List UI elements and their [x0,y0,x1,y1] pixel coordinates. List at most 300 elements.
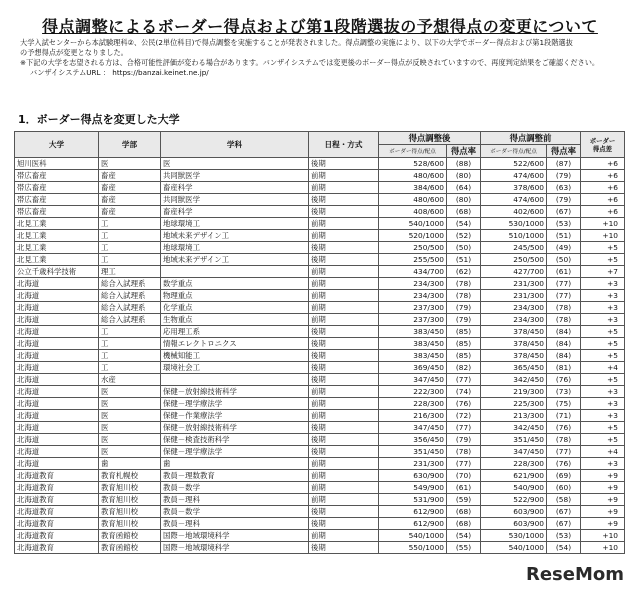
cell-dept: 保健－理学療法学 [161,446,309,458]
cell-faculty: 医 [99,398,161,410]
cell-dept: 畜産科学 [161,206,309,218]
cell-univ: 北海道 [15,374,99,386]
cell-univ: 北海道教育 [15,506,99,518]
cell-dept: 教員－理科 [161,518,309,530]
cell-dept: 保健－理学療法学 [161,398,309,410]
cell-after-rate: (68) [447,206,481,218]
cell-before-rate: (69) [547,470,581,482]
cell-univ: 北見工業 [15,218,99,230]
col-dept: 学科 [161,132,309,158]
cell-after-score: 383/450 [379,326,447,338]
cell-before-score: 225/300 [481,398,547,410]
cell-faculty: 総合入試理系 [99,290,161,302]
cell-before-rate: (84) [547,350,581,362]
cell-schedule: 後期 [309,338,379,350]
table-row [15,386,625,398]
col-diff-line1: ボーダー [589,136,616,145]
cell-diff: +10 [581,530,625,542]
cell-schedule: 後期 [309,242,379,254]
cell-schedule: 前期 [309,386,379,398]
cell-faculty: 工 [99,326,161,338]
cell-before-rate: (77) [547,278,581,290]
cell-faculty: 歯 [99,458,161,470]
cell-dept: 応用理工系 [161,326,309,338]
cell-faculty: 工 [99,230,161,242]
col-diff-line2: 得点差 [592,144,613,153]
cell-diff: +9 [581,494,625,506]
cell-univ: 北海道教育 [15,530,99,542]
cell-after-rate: (85) [447,338,481,350]
cell-faculty: 畜産 [99,170,161,182]
cell-before-rate: (75) [547,398,581,410]
cell-before-score: 603/900 [481,506,547,518]
cell-univ: 北海道教育 [15,518,99,530]
cell-after-score: 347/450 [379,422,447,434]
cell-faculty: 工 [99,338,161,350]
table-row [15,458,625,470]
cell-faculty: 総合入試理系 [99,278,161,290]
cell-after-score: 356/450 [379,434,447,446]
cell-univ: 北見工業 [15,254,99,266]
cell-after-score: 347/450 [379,374,447,386]
cell-univ: 北海道教育 [15,494,99,506]
cell-before-rate: (58) [547,494,581,506]
cell-before-score: 522/600 [481,158,547,170]
cell-diff: +10 [581,218,625,230]
cell-after-rate: (62) [447,266,481,278]
cell-before-rate: (67) [547,506,581,518]
cell-before-score: 530/1000 [481,530,547,542]
cell-before-score: 342/450 [481,422,547,434]
cell-after-rate: (50) [447,242,481,254]
cell-schedule: 後期 [309,422,379,434]
cell-after-rate: (82) [447,362,481,374]
col-faculty: 学部 [99,132,161,158]
cell-before-score: 540/1000 [481,542,547,554]
cell-dept: 地球環境工 [161,242,309,254]
table-row [15,494,625,506]
cell-diff: +3 [581,386,625,398]
cell-diff: +9 [581,506,625,518]
table-row [15,422,625,434]
cell-faculty: 医 [99,386,161,398]
cell-faculty: 総合入試理系 [99,314,161,326]
section-heading: 1．ボーダー得点を変更した大学 [18,113,180,126]
cell-univ: 北海道 [15,362,99,374]
cell-after-rate: (77) [447,422,481,434]
table-row [15,362,625,374]
cell-univ: 北海道 [15,446,99,458]
cell-after-score: 383/450 [379,350,447,362]
table-row [15,182,625,194]
cell-diff: +9 [581,518,625,530]
resemom-logo: ReseMom [525,564,624,585]
cell-after-rate: (78) [447,278,481,290]
table-row [15,266,625,278]
cell-after-rate: (78) [447,446,481,458]
cell-faculty: 医 [99,158,161,170]
cell-schedule: 後期 [309,362,379,374]
cell-after-score: 531/900 [379,494,447,506]
cell-univ: 北海道教育 [15,542,99,554]
cell-after-score: 234/300 [379,290,447,302]
cell-dept: 物理重点 [161,290,309,302]
cell-after-score: 550/1000 [379,542,447,554]
intro-note: ※下記の大学を志望される方は、合格可能性評価が変わる場合があります。バンザイシステムでは変更後のボーダー得点が反映されていますので、再度判定結果をご確認ください。 [20,58,600,67]
cell-before-score: 231/300 [481,278,547,290]
cell-before-score: 342/450 [481,374,547,386]
cell-faculty: 教育旭川校 [99,494,161,506]
cell-dept: 保健－検査技術科学 [161,434,309,446]
cell-before-rate: (67) [547,206,581,218]
border-score-table [14,131,625,554]
cell-before-score: 474/600 [481,194,547,206]
cell-before-rate: (76) [547,422,581,434]
table-row [15,230,625,242]
table-row [15,314,625,326]
table-row [15,338,625,350]
cell-diff: +6 [581,206,625,218]
cell-before-score: 231/300 [481,290,547,302]
cell-before-rate: (77) [547,290,581,302]
cell-after-rate: (79) [447,314,481,326]
cell-dept: 情報エレクトロニクス [161,338,309,350]
cell-before-score: 474/600 [481,170,547,182]
cell-after-score: 612/900 [379,518,447,530]
table-row [15,482,625,494]
cell-before-score: 621/900 [481,470,547,482]
cell-after-rate: (70) [447,470,481,482]
cell-schedule: 後期 [309,446,379,458]
cell-diff: +10 [581,230,625,242]
cell-faculty: 工 [99,242,161,254]
cell-before-score: 234/300 [481,314,547,326]
table-row [15,326,625,338]
cell-after-rate: (80) [447,194,481,206]
cell-univ: 帯広畜産 [15,194,99,206]
cell-faculty: 畜産 [99,206,161,218]
cell-schedule: 前期 [309,482,379,494]
cell-dept: 地域未来デザイン工 [161,254,309,266]
intro-line: 大学入試センターから本試験理科②、公民(2単位科目)で得点調整を実施することが発表されました。得点調整の実施により、以下の大学でボーダー得点および第1段階選抜 [20,38,573,47]
cell-before-rate: (79) [547,194,581,206]
cell-diff: +6 [581,158,625,170]
table-row [15,218,625,230]
cell-diff: +3 [581,410,625,422]
cell-univ: 北海道 [15,290,99,302]
cell-after-score: 612/900 [379,506,447,518]
table-row [15,278,625,290]
cell-after-rate: (79) [447,434,481,446]
cell-univ: 北見工業 [15,242,99,254]
table-row [15,170,625,182]
cell-faculty: 水産 [99,374,161,386]
table-row [15,302,625,314]
cell-after-score: 222/300 [379,386,447,398]
cell-before-score: 378/450 [481,326,547,338]
cell-faculty: 工 [99,362,161,374]
banzai-url[interactable]: バンザイシステムURL ： https://banzai.keinet.ne.jp/ [30,68,209,77]
cell-dept: 保健－放射線技術科学 [161,422,309,434]
cell-univ: 旭川医科 [15,158,99,170]
table-row [15,506,625,518]
cell-dept: 保健－放射線技術科学 [161,386,309,398]
cell-faculty: 医 [99,434,161,446]
cell-after-score: 384/600 [379,182,447,194]
table-row [15,350,625,362]
cell-before-score: 378/450 [481,350,547,362]
cell-diff: +5 [581,242,625,254]
cell-after-rate: (72) [447,410,481,422]
table-row [15,242,625,254]
table-row [15,374,625,386]
intro-text [20,38,630,78]
cell-faculty: 教育旭川校 [99,482,161,494]
cell-before-score: 378/600 [481,182,547,194]
table-row [15,290,625,302]
cell-schedule: 後期 [309,206,379,218]
cell-diff: +9 [581,470,625,482]
cell-schedule: 前期 [309,530,379,542]
cell-faculty: 教育函館校 [99,542,161,554]
cell-after-score: 549/900 [379,482,447,494]
cell-before-rate: (49) [547,242,581,254]
cell-after-score: 351/450 [379,446,447,458]
table-row [15,206,625,218]
cell-diff: +3 [581,302,625,314]
cell-dept: 教員－数学 [161,482,309,494]
col-after-score: ボーダー得点/配点 [379,145,447,158]
cell-after-rate: (76) [447,398,481,410]
cell-after-score: 237/300 [379,314,447,326]
cell-before-rate: (53) [547,218,581,230]
cell-schedule: 前期 [309,230,379,242]
cell-univ: 北海道 [15,458,99,470]
cell-schedule: 前期 [309,410,379,422]
cell-after-score: 528/600 [379,158,447,170]
cell-faculty: 教育札幌校 [99,470,161,482]
cell-faculty: 工 [99,254,161,266]
cell-univ: 北海道 [15,398,99,410]
cell-before-rate: (77) [547,446,581,458]
col-diff [581,132,625,158]
cell-schedule: 前期 [309,302,379,314]
cell-diff: +3 [581,278,625,290]
cell-before-rate: (60) [547,482,581,494]
cell-dept: 歯 [161,458,309,470]
cell-diff: +10 [581,542,625,554]
cell-before-rate: (87) [547,158,581,170]
cell-diff: +6 [581,194,625,206]
cell-schedule: 前期 [309,494,379,506]
cell-after-score: 231/300 [379,458,447,470]
cell-dept: 化学重点 [161,302,309,314]
cell-schedule: 前期 [309,290,379,302]
cell-after-rate: (54) [447,218,481,230]
table-row [15,254,625,266]
cell-after-score: 250/500 [379,242,447,254]
cell-dept: 国際－地域環境科学 [161,542,309,554]
cell-after-score: 228/300 [379,398,447,410]
cell-dept [161,374,309,386]
col-after: 得点調整後 [379,132,481,145]
cell-after-score: 237/300 [379,302,447,314]
cell-before-score: 351/450 [481,434,547,446]
cell-before-score: 522/900 [481,494,547,506]
cell-after-rate: (85) [447,326,481,338]
cell-before-rate: (78) [547,302,581,314]
page-title: 得点調整によるボーダー得点および第1段階選抜の予想得点の変更について [42,17,598,36]
cell-dept: 医 [161,158,309,170]
cell-before-score: 365/450 [481,362,547,374]
cell-schedule: 後期 [309,158,379,170]
cell-diff: +3 [581,398,625,410]
cell-before-rate: (76) [547,458,581,470]
cell-before-rate: (71) [547,410,581,422]
cell-before-score: 234/300 [481,302,547,314]
cell-diff: +6 [581,170,625,182]
cell-schedule: 後期 [309,542,379,554]
cell-before-rate: (50) [547,254,581,266]
cell-dept: 教員－理科 [161,494,309,506]
cell-schedule: 前期 [309,398,379,410]
cell-after-score: 434/700 [379,266,447,278]
cell-dept: 地域未来デザイン工 [161,230,309,242]
col-before-score: ボーダー得点/配点 [481,145,547,158]
cell-after-rate: (77) [447,374,481,386]
cell-after-score: 540/1000 [379,530,447,542]
cell-dept: 共同獣医学 [161,194,309,206]
cell-faculty: 医 [99,410,161,422]
cell-dept: 生物重点 [161,314,309,326]
cell-after-rate: (79) [447,302,481,314]
cell-diff: +5 [581,374,625,386]
cell-after-score: 255/500 [379,254,447,266]
cell-schedule: 前期 [309,314,379,326]
cell-univ: 北見工業 [15,230,99,242]
table-row [15,410,625,422]
cell-before-rate: (63) [547,182,581,194]
cell-diff: +3 [581,458,625,470]
cell-schedule: 後期 [309,506,379,518]
cell-faculty: 医 [99,422,161,434]
cell-after-score: 480/600 [379,170,447,182]
cell-before-score: 530/1000 [481,218,547,230]
table-row [15,446,625,458]
cell-univ: 北海道 [15,410,99,422]
table-row [15,542,625,554]
cell-before-rate: (84) [547,338,581,350]
cell-diff: +9 [581,482,625,494]
cell-before-score: 213/300 [481,410,547,422]
cell-after-score: 480/600 [379,194,447,206]
cell-before-rate: (51) [547,230,581,242]
cell-diff: +6 [581,182,625,194]
table-row [15,194,625,206]
cell-schedule: 後期 [309,434,379,446]
cell-diff: +5 [581,338,625,350]
cell-dept: 機械知能工 [161,350,309,362]
intro-line: の予想得点が変更となりました。 [20,48,128,57]
cell-faculty: 教育函館校 [99,530,161,542]
cell-after-score: 520/1000 [379,230,447,242]
cell-schedule: 前期 [309,218,379,230]
cell-univ: 帯広畜産 [15,182,99,194]
cell-univ: 帯広畜産 [15,170,99,182]
cell-univ: 北海道教育 [15,470,99,482]
cell-univ: 北海道 [15,302,99,314]
cell-before-rate: (54) [547,542,581,554]
cell-after-rate: (59) [447,494,481,506]
cell-diff: +7 [581,266,625,278]
table-row [15,470,625,482]
cell-diff: +3 [581,290,625,302]
cell-faculty: 教育旭川校 [99,506,161,518]
cell-schedule: 前期 [309,170,379,182]
cell-schedule: 前期 [309,470,379,482]
cell-after-rate: (77) [447,458,481,470]
cell-univ: 北海道 [15,434,99,446]
cell-univ: 北海道 [15,278,99,290]
cell-dept: 教員－理数教育 [161,470,309,482]
cell-dept: 数学重点 [161,278,309,290]
cell-schedule: 後期 [309,254,379,266]
col-schedule: 日程・方式 [309,132,379,158]
cell-diff: +5 [581,350,625,362]
table-row [15,518,625,530]
cell-univ: 北海道 [15,422,99,434]
cell-after-score: 408/600 [379,206,447,218]
cell-before-rate: (61) [547,266,581,278]
cell-after-score: 383/450 [379,338,447,350]
cell-schedule: 前期 [309,266,379,278]
cell-before-rate: (78) [547,314,581,326]
cell-after-rate: (68) [447,518,481,530]
cell-after-rate: (61) [447,482,481,494]
cell-diff: +5 [581,434,625,446]
cell-univ: 北海道 [15,326,99,338]
cell-after-rate: (85) [447,350,481,362]
cell-after-score: 369/450 [379,362,447,374]
cell-faculty: 教育旭川校 [99,518,161,530]
table-row [15,158,625,170]
cell-before-score: 510/1000 [481,230,547,242]
cell-schedule: 前期 [309,458,379,470]
cell-before-rate: (81) [547,362,581,374]
cell-after-rate: (64) [447,182,481,194]
cell-univ: 北海道 [15,314,99,326]
cell-univ: 北海道 [15,386,99,398]
cell-after-rate: (55) [447,542,481,554]
cell-faculty: 工 [99,350,161,362]
cell-dept: 保健－作業療法学 [161,410,309,422]
cell-before-score: 228/300 [481,458,547,470]
cell-faculty: 畜産 [99,194,161,206]
cell-before-score: 347/450 [481,446,547,458]
cell-before-score: 250/500 [481,254,547,266]
cell-univ: 北海道教育 [15,482,99,494]
cell-after-score: 216/300 [379,410,447,422]
cell-faculty: 畜産 [99,182,161,194]
cell-after-rate: (52) [447,230,481,242]
cell-dept: 環境社会工 [161,362,309,374]
cell-before-rate: (53) [547,530,581,542]
cell-dept: 教員－数学 [161,506,309,518]
cell-faculty: 工 [99,218,161,230]
cell-before-score: 427/700 [481,266,547,278]
cell-diff: +5 [581,422,625,434]
col-after-rate: 得点率 [447,145,481,158]
